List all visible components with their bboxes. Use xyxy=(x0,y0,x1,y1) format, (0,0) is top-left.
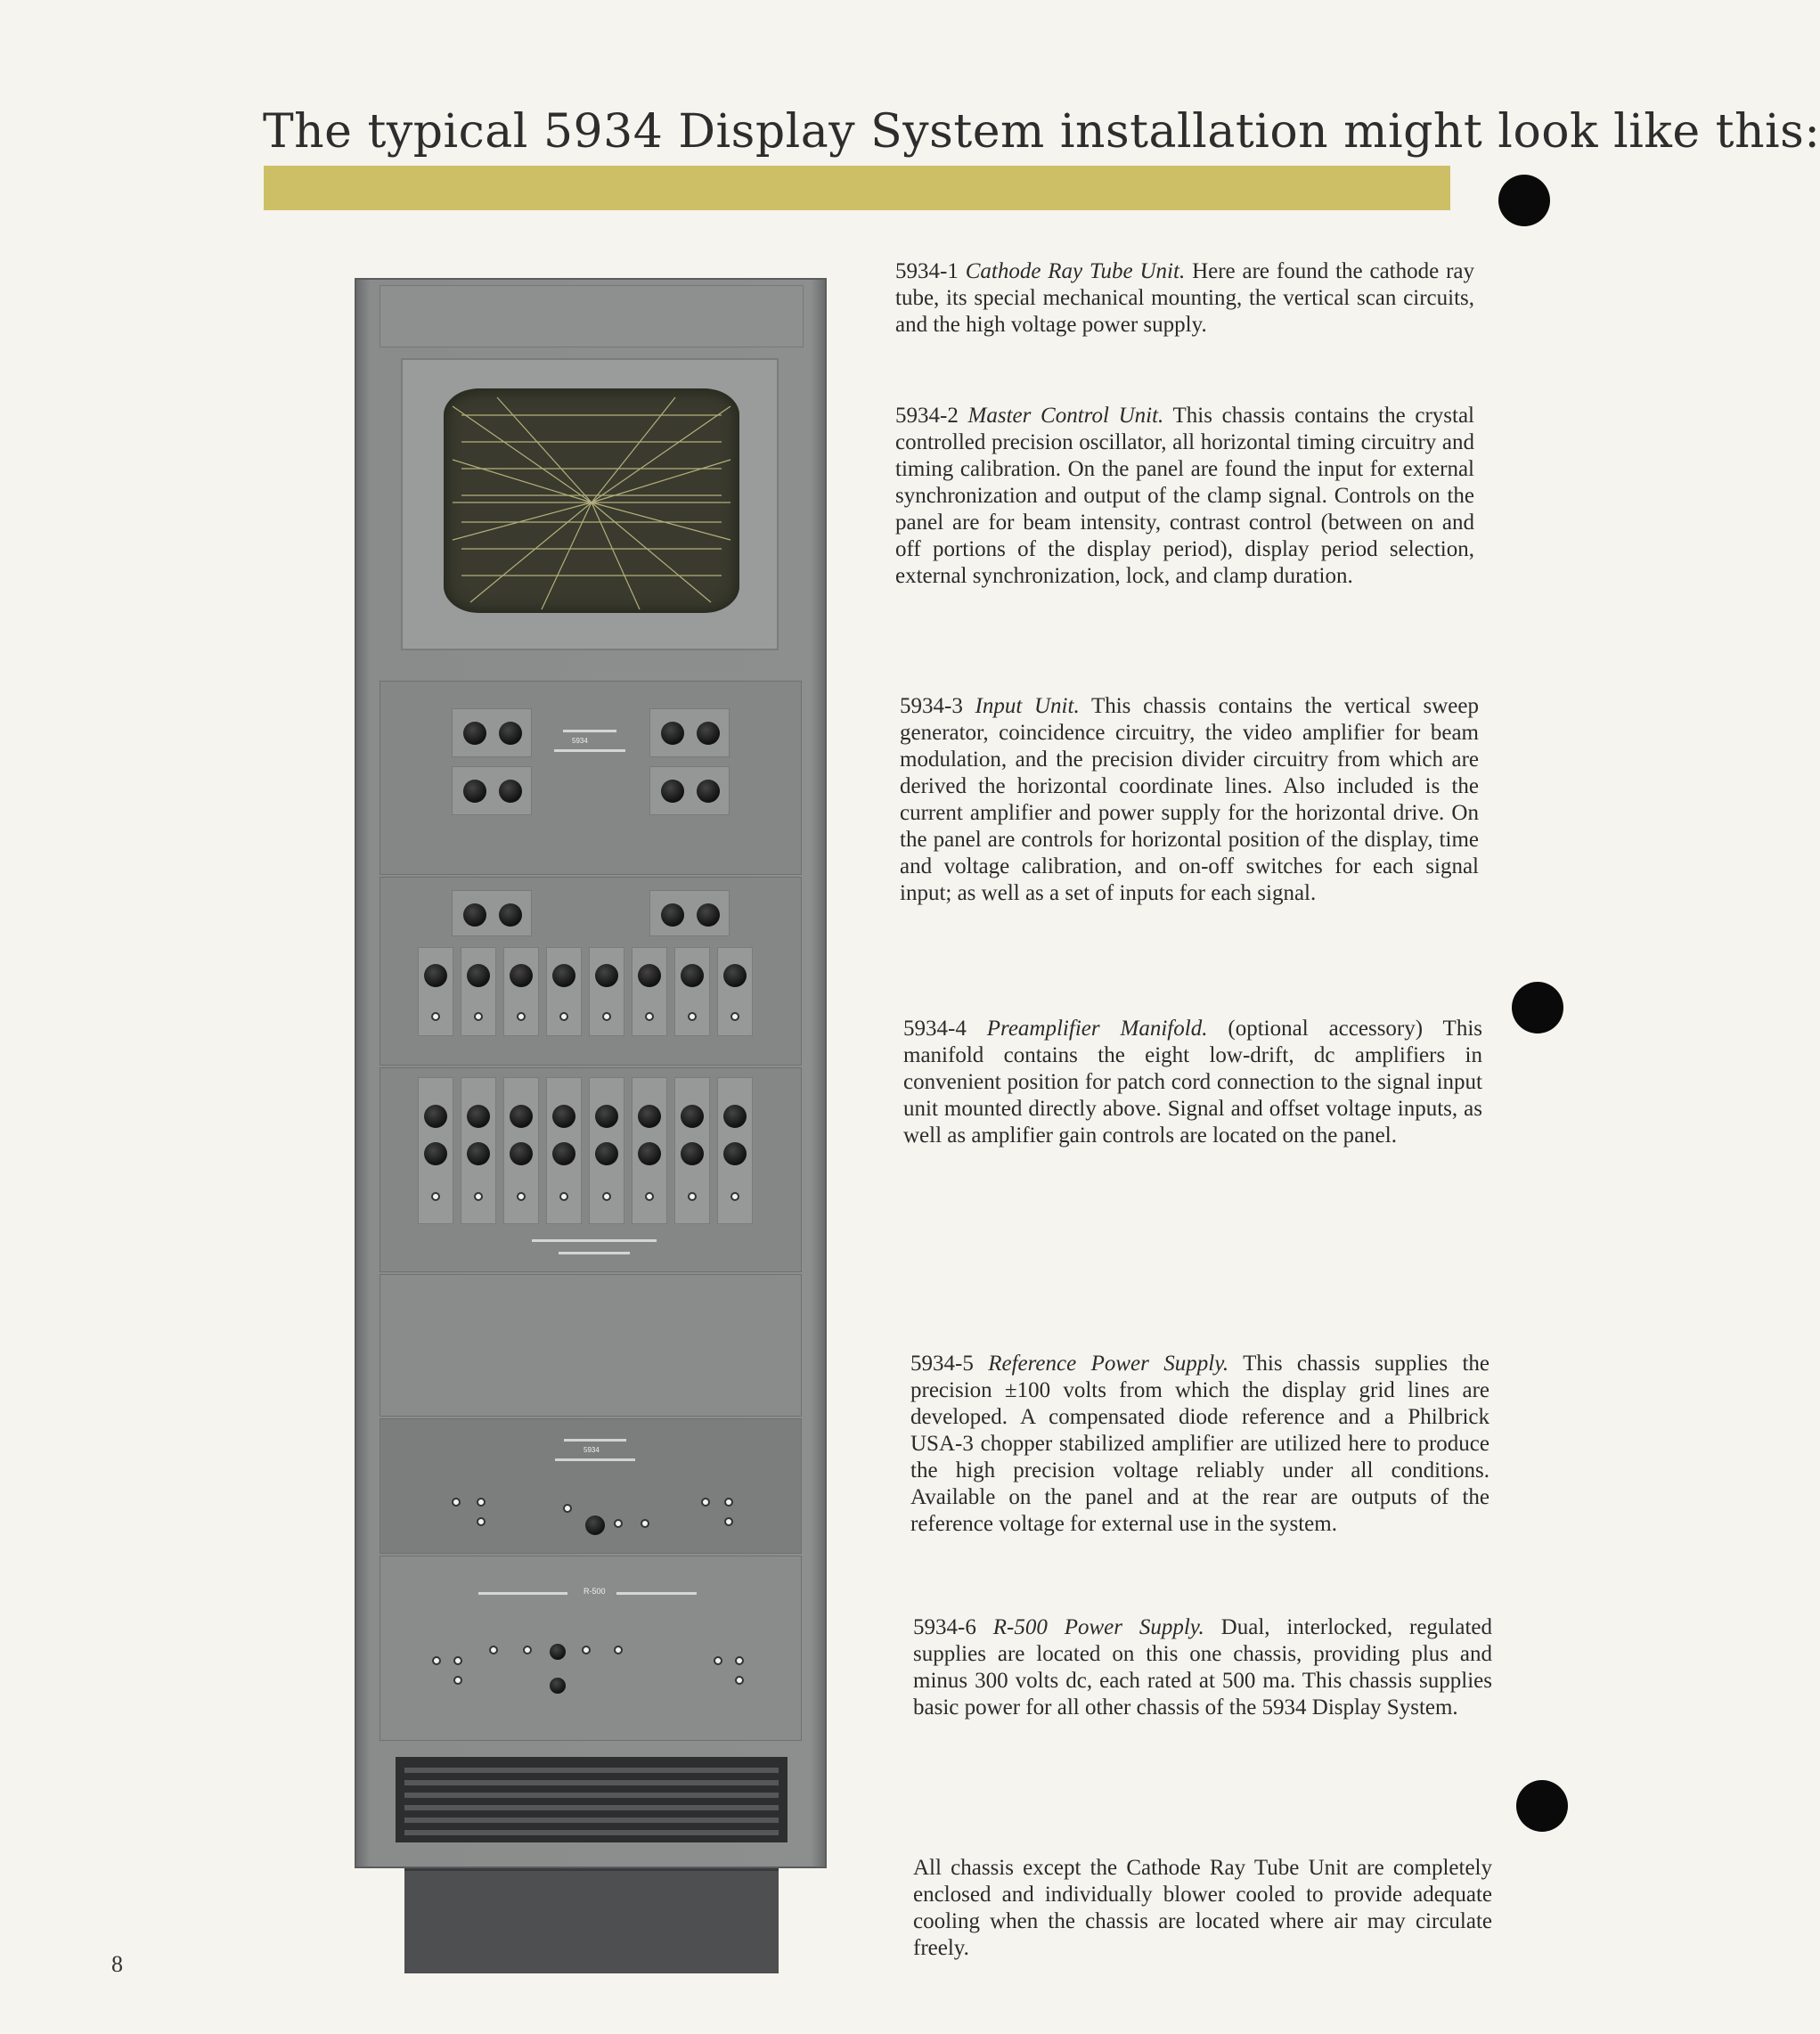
grille-slat xyxy=(404,1793,779,1798)
control-knob-icon xyxy=(550,1644,566,1660)
jack-icon xyxy=(477,1517,486,1526)
jack-icon xyxy=(432,1656,441,1665)
control-knob-icon xyxy=(697,722,720,745)
control-knob-icon xyxy=(510,964,533,987)
control-knob-icon xyxy=(467,964,490,987)
jack-icon xyxy=(563,1504,572,1513)
master-control-unit-panel xyxy=(380,681,802,875)
control-group xyxy=(649,766,730,815)
binder-hole-middle-icon xyxy=(1512,982,1563,1033)
control-knob-icon xyxy=(424,964,447,987)
control-group xyxy=(649,890,730,936)
control-knob-icon xyxy=(499,903,522,927)
jack-icon xyxy=(431,1012,440,1021)
control-knob-icon xyxy=(510,1142,533,1165)
panel-model-label: 5934 xyxy=(584,1446,600,1454)
jack-icon xyxy=(559,1192,568,1201)
control-knob-icon xyxy=(510,1105,533,1128)
jack-icon xyxy=(724,1498,733,1507)
signal-channel-strip xyxy=(418,947,453,1036)
section-reference-power-supply: 5934-5 Reference Power Supply. This chassis supplies the precision ±100 volts from which the display grid lines are developed. A compensated diode reference and a Philbrick USA-3 chopper stabilized amplifier are utilized here to produce the high precision voltage reliably under all conditions. Available on the panel and at the rear are outputs of the reference voltage for external use in the system. xyxy=(910,1352,1490,1536)
section-crt-unit: 5934-1 Cathode Ray Tube Unit. Here are found the cathode ray tube, its special mechanical mounting, the vertical scan circuits, and the high voltage power supply. xyxy=(895,259,1475,337)
jack-icon xyxy=(517,1012,526,1021)
page-title: The typical 5934 Display System installation might look like this: xyxy=(263,105,1820,159)
jack-icon xyxy=(645,1012,654,1021)
control-knob-icon xyxy=(595,1105,618,1128)
jack-icon xyxy=(517,1192,526,1201)
jack-icon xyxy=(614,1646,623,1654)
section-preamplifier-manifold: 5934-4 Preamplifier Manifold. (optional accessory) This manifold contains the eight low-drift, dc amplifiers in convenient position for patch cord connection to the signal input unit mounted directly above. Signal and offset voltage inputs, as well as amplifier gain controls are located on the panel. xyxy=(903,1017,1483,1148)
control-knob-icon xyxy=(424,1105,447,1128)
preamp-channel-strip xyxy=(589,1077,624,1224)
jack-icon xyxy=(688,1192,697,1201)
jack-icon xyxy=(730,1192,739,1201)
signal-channel-strip xyxy=(717,947,753,1036)
blower-grille xyxy=(396,1757,788,1842)
signal-channel-strip xyxy=(674,947,710,1036)
control-knob-icon xyxy=(463,780,486,803)
jack-icon xyxy=(641,1519,649,1528)
control-group xyxy=(649,708,730,757)
preamp-channel-strip xyxy=(418,1077,453,1224)
jack-icon xyxy=(474,1012,483,1021)
control-knob-icon xyxy=(723,1105,747,1128)
control-knob-icon xyxy=(638,964,661,987)
reference-power-supply-panel xyxy=(380,1418,802,1554)
preamp-channel-strip xyxy=(461,1077,496,1224)
section-r500-power-supply: 5934-6 R-500 Power Supply. Dual, interlocked, regulated supplies are located on this one chassis, providing plus and minus 300 volts dc, each rated at 500 ma. This chassis supplies basic power for all other chassis of the 5934 Display System. xyxy=(913,1615,1493,1720)
panel-label-line xyxy=(563,730,616,732)
panel-label-line xyxy=(555,1458,635,1461)
jack-icon xyxy=(614,1519,623,1528)
control-knob-icon xyxy=(723,964,747,987)
jack-icon xyxy=(714,1656,722,1665)
control-knob-icon xyxy=(552,1105,575,1128)
closing-note: All chassis except the Cathode Ray Tube Unit are completely enclosed and individually blower cooled to provide adequate cooling when the chassis are located where air may circulate freely. xyxy=(913,1856,1492,1960)
jack-icon xyxy=(453,1676,462,1685)
signal-channel-strip xyxy=(589,947,624,1036)
grille-slat xyxy=(404,1768,779,1773)
control-knob-icon xyxy=(463,722,486,745)
control-group xyxy=(452,708,532,757)
control-knob-icon xyxy=(585,1515,605,1535)
binder-hole-top-icon xyxy=(1498,175,1550,226)
signal-channel-strip xyxy=(546,947,582,1036)
panel-label-line xyxy=(478,1592,567,1595)
jack-icon xyxy=(735,1656,744,1665)
signal-channel-strip xyxy=(503,947,539,1036)
control-knob-icon xyxy=(499,780,522,803)
control-knob-icon xyxy=(661,722,684,745)
control-knob-icon xyxy=(697,903,720,927)
jack-icon xyxy=(645,1192,654,1201)
display-system-cabinet-photo xyxy=(355,278,827,1971)
control-knob-icon xyxy=(661,780,684,803)
binder-hole-bottom-icon xyxy=(1516,1780,1568,1832)
control-knob-icon xyxy=(424,1142,447,1165)
grille-slat xyxy=(404,1818,779,1823)
jack-icon xyxy=(431,1192,440,1201)
input-unit-panel xyxy=(380,877,802,1066)
preamp-channel-strip xyxy=(632,1077,667,1224)
control-knob-icon xyxy=(463,903,486,927)
control-knob-icon xyxy=(638,1142,661,1165)
crt-screen xyxy=(444,388,739,613)
grille-slat xyxy=(404,1830,779,1835)
jack-icon xyxy=(474,1192,483,1201)
panel-label-line xyxy=(564,1439,626,1442)
crt-unit xyxy=(401,358,779,650)
page-number: 8 xyxy=(111,1951,123,1977)
panel-label-line xyxy=(554,749,625,752)
control-knob-icon xyxy=(681,1142,704,1165)
jack-icon xyxy=(730,1012,739,1021)
control-knob-icon xyxy=(723,1142,747,1165)
preamp-channel-strip xyxy=(503,1077,539,1224)
preamp-channel-strip xyxy=(674,1077,710,1224)
preamp-channel-strip xyxy=(717,1077,753,1224)
jack-icon xyxy=(582,1646,591,1654)
preamplifier-manifold-panel xyxy=(380,1067,802,1272)
panel-model-label: R-500 xyxy=(584,1587,606,1596)
cabinet-base xyxy=(404,1868,779,1973)
panel-label-line xyxy=(616,1592,697,1595)
jack-icon xyxy=(489,1646,498,1654)
control-knob-icon xyxy=(552,1142,575,1165)
control-knob-icon xyxy=(467,1105,490,1128)
panel-model-label: 5934 xyxy=(572,737,588,745)
jack-icon xyxy=(452,1498,461,1507)
crt-grid-pattern-icon xyxy=(444,388,739,613)
control-knob-icon xyxy=(697,780,720,803)
control-knob-icon xyxy=(595,964,618,987)
control-knob-icon xyxy=(681,964,704,987)
jack-icon xyxy=(453,1656,462,1665)
panel-label-line xyxy=(559,1252,630,1254)
control-group xyxy=(452,890,532,936)
section-input-unit: 5934-3 Input Unit. This chassis contains the vertical sweep generator, coincidence circuitry, the video amplifier for beam modulation, and the precision divider circuitry from which are derived the horizontal coordinate lines. Also included is the current amplifier and power supply for the horizontal drive. On the panel are controls for horizontal position of the display, time and voltage calibration, and on-off switches for each signal input; as well as a set of inputs for each signal. xyxy=(900,694,1479,905)
title-underline-bar xyxy=(264,166,1450,210)
signal-channel-strip xyxy=(461,947,496,1036)
jack-icon xyxy=(523,1646,532,1654)
control-knob-icon xyxy=(552,964,575,987)
blank-panel xyxy=(380,1274,802,1417)
jack-icon xyxy=(735,1676,744,1685)
jack-icon xyxy=(602,1012,611,1021)
jack-icon xyxy=(701,1498,710,1507)
jack-icon xyxy=(724,1517,733,1526)
jack-icon xyxy=(688,1012,697,1021)
control-knob-icon xyxy=(661,903,684,927)
section-master-control-unit: 5934-2 Master Control Unit. This chassis contains the crystal controlled precision oscillator, all horizontal timing circuitry and timing calibration. On the panel are found the input for external synchronization and output of the clamp signal. Controls on the panel are for beam intensity, contrast control (between on and off portions of the display period), display period selection, external synchronization, lock, and clamp duration. xyxy=(895,404,1475,588)
grille-slat xyxy=(404,1780,779,1785)
control-knob-icon xyxy=(550,1678,566,1694)
rack-top-panel xyxy=(380,285,804,347)
jack-icon xyxy=(477,1498,486,1507)
control-group xyxy=(452,766,532,815)
r500-power-supply-panel xyxy=(380,1556,802,1741)
jack-icon xyxy=(559,1012,568,1021)
panel-label-line xyxy=(532,1239,657,1242)
preamp-channel-strip xyxy=(546,1077,582,1224)
control-knob-icon xyxy=(638,1105,661,1128)
jack-icon xyxy=(602,1192,611,1201)
control-knob-icon xyxy=(499,722,522,745)
control-knob-icon xyxy=(681,1105,704,1128)
control-knob-icon xyxy=(595,1142,618,1165)
grille-slat xyxy=(404,1805,779,1810)
signal-channel-strip xyxy=(632,947,667,1036)
control-knob-icon xyxy=(467,1142,490,1165)
